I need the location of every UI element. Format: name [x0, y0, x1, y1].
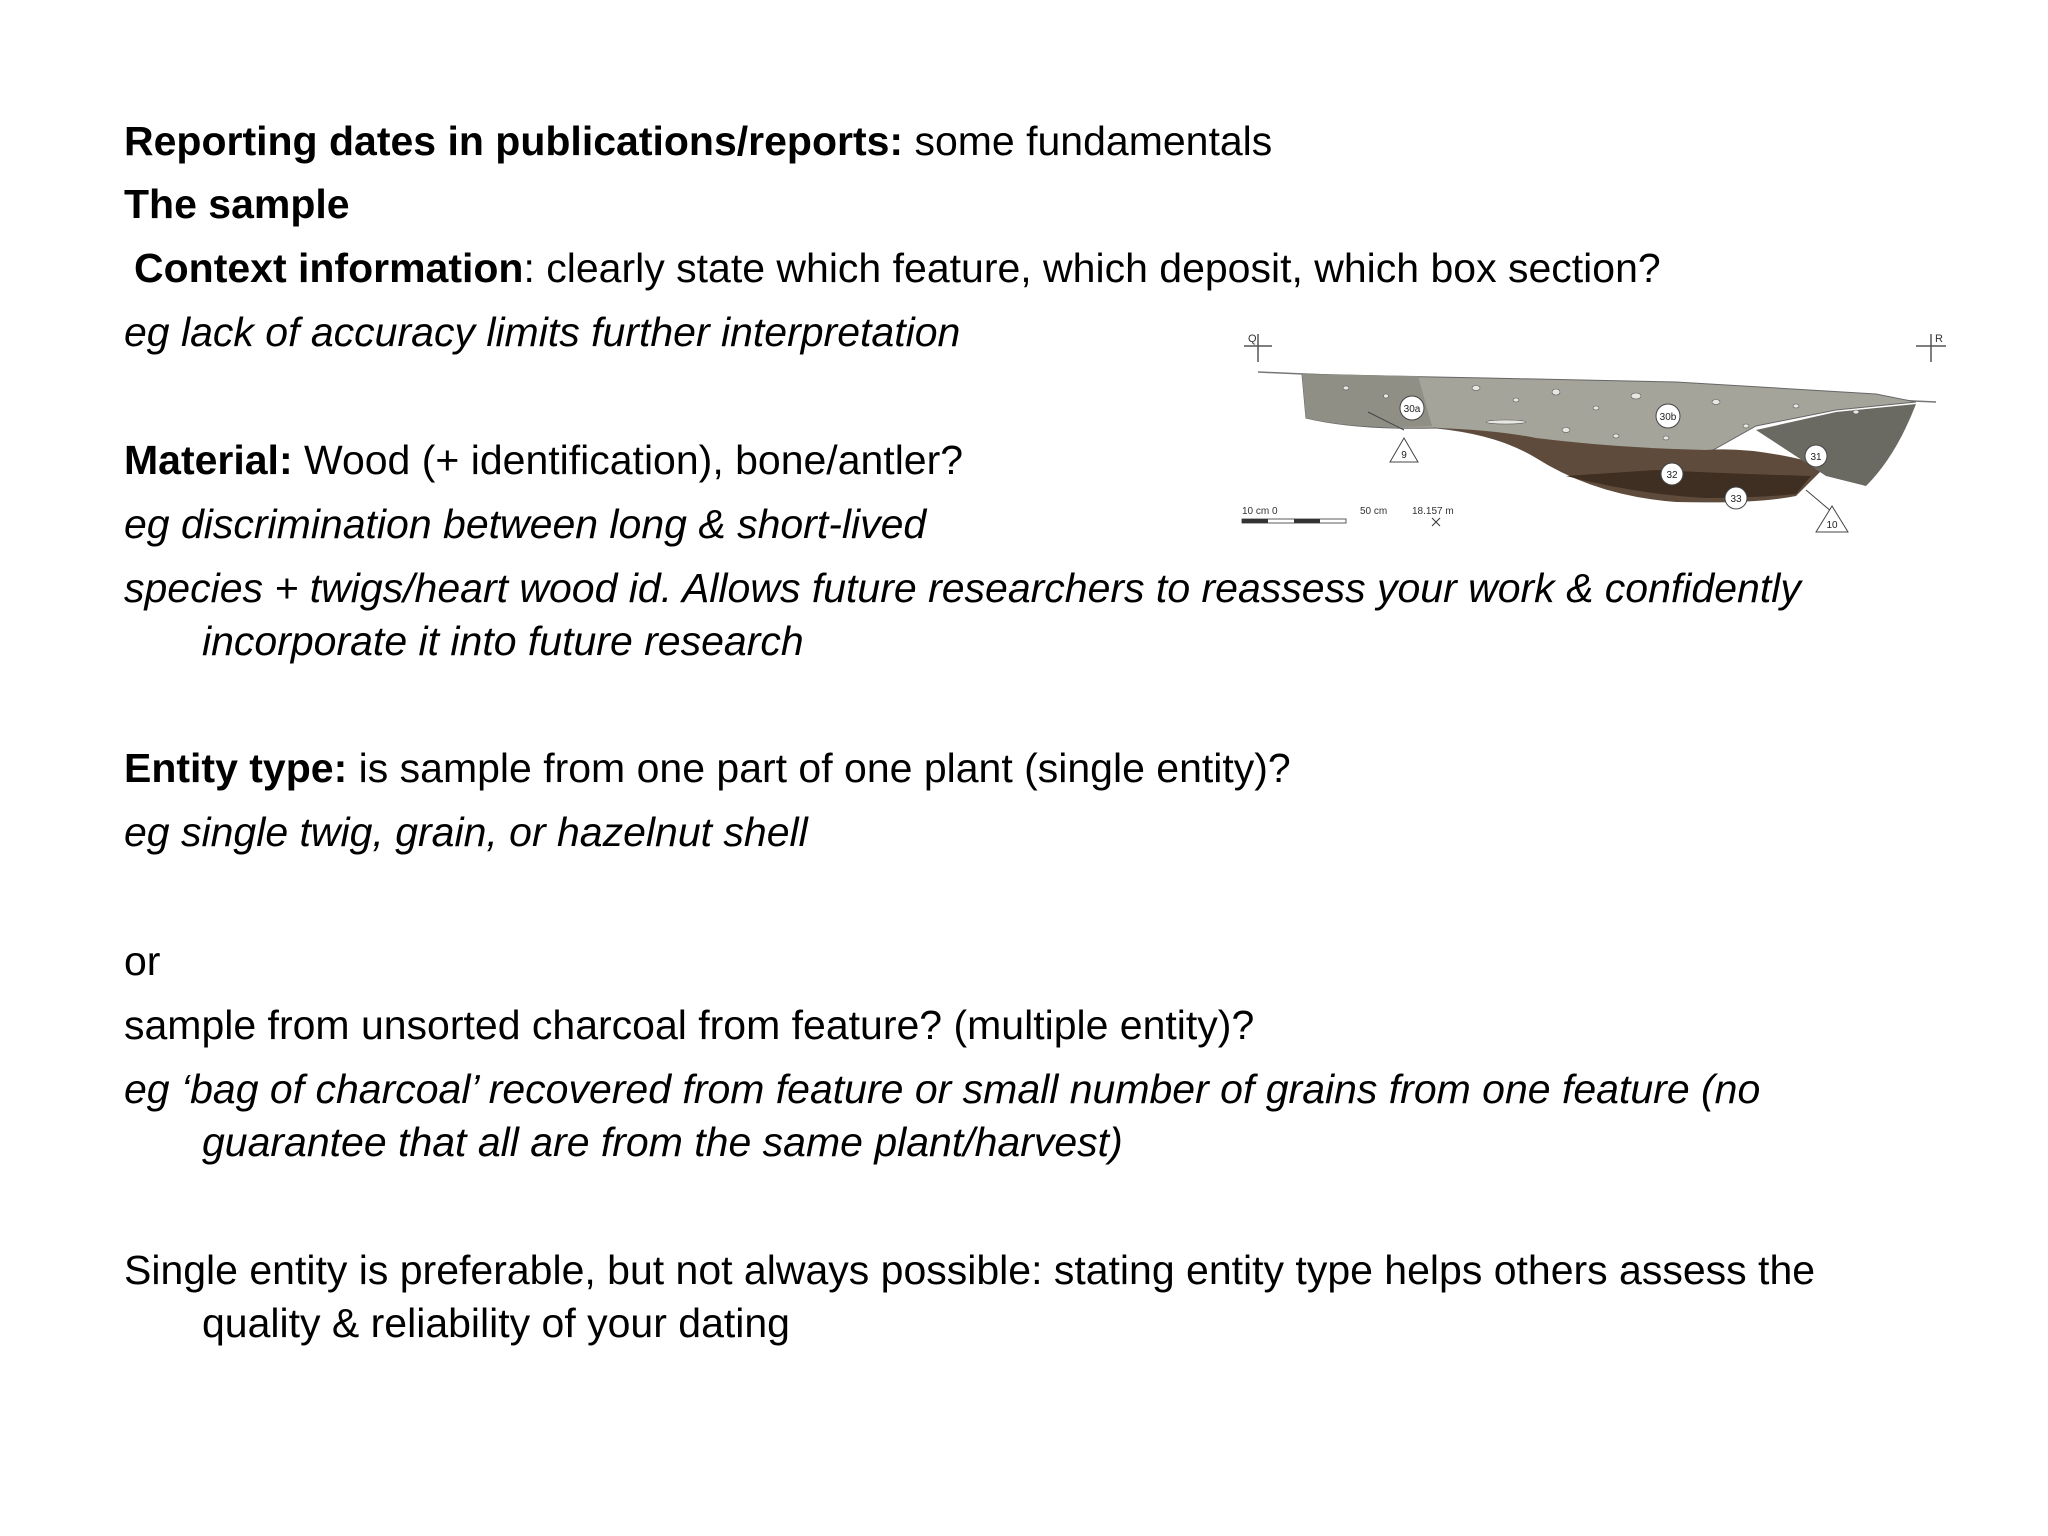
scale-bar: [1242, 506, 1454, 526]
context-rest: : clearly state which feature, which deposit, which box section?: [523, 245, 1661, 291]
scale-mid-label: 50 cm: [1360, 506, 1388, 517]
label-33: 33: [1730, 494, 1742, 505]
label-30b: 30b: [1659, 412, 1677, 423]
scale-start-label: 10 cm 0: [1242, 506, 1278, 517]
corner-label-q: Q: [1248, 333, 1257, 345]
material-line: [124, 434, 963, 486]
elevation-label: 18.157 m: [1412, 506, 1454, 517]
conclusion-line1: Single entity is preferable, but not always possible: stating entity type helps others assess the: [124, 1247, 1816, 1293]
entity-bold: Entity type:: [124, 745, 348, 791]
section-drawing: [1236, 326, 1960, 542]
datum-marker-right: [1916, 333, 1946, 362]
context-example: eg lack of accuracy limits further interpretation: [124, 309, 961, 355]
datum-marker-left: [1244, 333, 1272, 362]
corner-label-r: R: [1935, 333, 1943, 345]
multiple-example-line1: eg ‘bag of charcoal’ recovered from feature or small number of grains from one feature (no: [124, 1066, 1761, 1112]
slide-heading: [124, 115, 1272, 167]
multiple-example-line2: guarantee that all are from the same plant/harvest): [202, 1119, 1123, 1165]
multiple-example: [124, 1063, 1994, 1169]
sample-heading: The sample: [124, 181, 350, 227]
label-32: 32: [1666, 470, 1678, 481]
or-text: or: [124, 938, 161, 984]
multiple-entity-line: sample from unsorted charcoal from feature? (multiple entity)?: [124, 1002, 1255, 1048]
heading-bold: Reporting dates in publications/reports:: [124, 118, 904, 164]
material-example-1: eg discrimination between long & short-lived: [124, 501, 927, 547]
label-30a: 30a: [1403, 404, 1421, 415]
heading-rest: some fundamentals: [903, 118, 1273, 164]
triangle-label-10: 10: [1826, 520, 1838, 531]
material-bold: Material:: [124, 437, 293, 483]
label-31: 31: [1810, 452, 1822, 463]
material-rest: Wood (+ identification), bone/antler?: [292, 437, 964, 483]
context-line: [134, 242, 1661, 294]
context-bold: Context information: [134, 245, 524, 291]
material-example-2-line1: species + twigs/heart wood id. Allows future researchers to reassess your work & confidently: [124, 565, 1801, 611]
material-example-2: [124, 562, 1994, 668]
entity-rest: is sample from one part of one plant (single entity)?: [347, 745, 1291, 791]
conclusion: [124, 1244, 1994, 1350]
conclusion-line2: quality & reliability of your dating: [202, 1300, 790, 1346]
entity-line: [124, 742, 1291, 794]
material-example-2-line2: incorporate it into future research: [202, 618, 804, 664]
triangle-label-9: 9: [1401, 450, 1407, 461]
entity-example: eg single twig, grain, or hazelnut shell: [124, 809, 808, 855]
